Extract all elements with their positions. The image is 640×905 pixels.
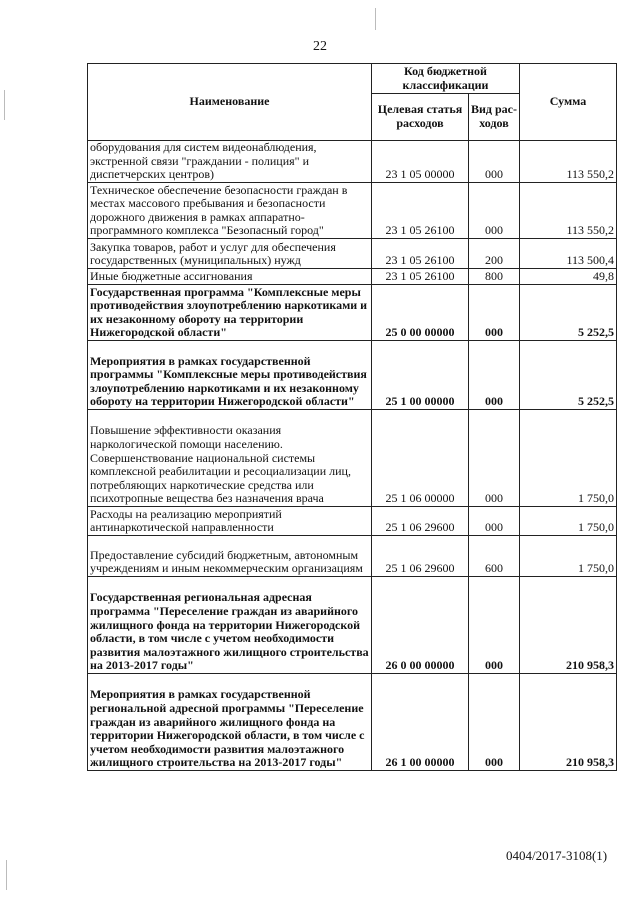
- row-expense-type: 000: [469, 410, 520, 507]
- table-row: [88, 341, 617, 410]
- row-sum: 113 550,2: [520, 141, 617, 183]
- row-target-article: 25 0 00 00000: [372, 285, 469, 341]
- header-budget-code: Код бюджетной классификации: [372, 64, 520, 94]
- header-expense-type: Вид рас-ходов: [469, 94, 520, 141]
- row-target-article: 23 1 05 26100: [372, 239, 469, 269]
- document-code: 0404/2017-3108(1): [506, 848, 608, 863]
- budget-table: [87, 63, 617, 771]
- table-row: [88, 577, 617, 674]
- row-target-article: 26 1 00 00000: [372, 674, 469, 771]
- row-name: Предоставление субсидий бюджетным, автономным учреждениям и иным некоммерческим организациям: [88, 536, 372, 577]
- row-sum: 210 958,3: [520, 577, 617, 674]
- row-sum: 113 550,2: [520, 183, 617, 239]
- row-target-article: 25 1 06 00000: [372, 410, 469, 507]
- row-name: Расходы на реализацию мероприятий антинаркотической направленности: [88, 507, 372, 536]
- row-name: Мероприятия в рамках государственной региональной адресной программы "Переселение граждан из аварийного жилищного фонда на территории Нижегородской области, в том числе с учетом необходимости развития малоэтажного жилищного строительства на 2013-2017 годы": [88, 674, 372, 771]
- row-target-article: 26 0 00 00000: [372, 577, 469, 674]
- row-sum: 49,8: [520, 269, 617, 285]
- scan-mark: [6, 860, 7, 890]
- row-name: Государственная программа "Комплексные меры противодействия злоупотреблению наркотиками и их незаконному обороту на территории Нижегородской области": [88, 285, 372, 341]
- row-target-article: 23 1 05 26100: [372, 183, 469, 239]
- table-row: [88, 536, 617, 577]
- row-expense-type: 000: [469, 674, 520, 771]
- table-row: [88, 674, 617, 771]
- row-sum: 1 750,0: [520, 410, 617, 507]
- row-target-article: 25 1 06 29600: [372, 536, 469, 577]
- row-expense-type: 000: [469, 341, 520, 410]
- table-row: [88, 507, 617, 536]
- table-row: [88, 141, 617, 183]
- table-row: [88, 285, 617, 341]
- table-row: [88, 183, 617, 239]
- row-expense-type: 000: [469, 577, 520, 674]
- row-sum: 1 750,0: [520, 536, 617, 577]
- table-row: [88, 410, 617, 507]
- header-sum: Сумма: [520, 64, 617, 141]
- page-number: 22: [313, 39, 327, 54]
- row-expense-type: 000: [469, 183, 520, 239]
- row-name: Иные бюджетные ассигнования: [88, 269, 372, 285]
- row-target-article: 23 1 05 26100: [372, 269, 469, 285]
- row-name: Техническое обеспечение безопасности граждан в местах массового пребывания и безопасности дорожного движения в рамках аппаратно-программного комплекса "Безопасный город": [88, 183, 372, 239]
- header-name: Наименование: [88, 64, 372, 141]
- row-expense-type: 800: [469, 269, 520, 285]
- row-sum: 5 252,5: [520, 285, 617, 341]
- table-row: [88, 269, 617, 285]
- row-expense-type: 600: [469, 536, 520, 577]
- row-sum: 113 500,4: [520, 239, 617, 269]
- row-sum: 5 252,5: [520, 341, 617, 410]
- table-row: [88, 239, 617, 269]
- row-name: Государственная региональная адресная программа "Переселение граждан из аварийного жилищного фонда на территории Нижегородской области, в том числе с учетом необходимости развития малоэтажного жилищного строительства на 2013-2017 годы": [88, 577, 372, 674]
- row-target-article: 23 1 05 00000: [372, 141, 469, 183]
- row-expense-type: 000: [469, 141, 520, 183]
- row-expense-type: 200: [469, 239, 520, 269]
- header-target-article: Целевая статья расходов: [372, 94, 469, 141]
- row-name: Мероприятия в рамках государственной программы "Комплексные меры противодействия злоупотреблению наркотиками и их незаконному обороту на территории Нижегородской области": [88, 341, 372, 410]
- row-expense-type: 000: [469, 285, 520, 341]
- row-target-article: 25 1 06 29600: [372, 507, 469, 536]
- row-name: Закупка товаров, работ и услуг для обеспечения государственных (муниципальных) нужд: [88, 239, 372, 269]
- table-body: [88, 141, 617, 771]
- row-name: оборудования для систем видеонаблюдения, экстренной связи "граждании - полиция" и диспетчерских центров): [88, 141, 372, 183]
- row-sum: 210 958,3: [520, 674, 617, 771]
- scan-mark: [4, 90, 5, 120]
- row-sum: 1 750,0: [520, 507, 617, 536]
- scan-mark: [375, 8, 376, 30]
- row-expense-type: 000: [469, 507, 520, 536]
- row-target-article: 25 1 00 00000: [372, 341, 469, 410]
- row-name: Повышение эффективности оказания наркологической помощи населению. Совершенствование национальной системы комплексной реабилитации и ресоциализации лиц, потребляющих наркотические средства или психотропные вещества без назначения врача: [88, 410, 372, 507]
